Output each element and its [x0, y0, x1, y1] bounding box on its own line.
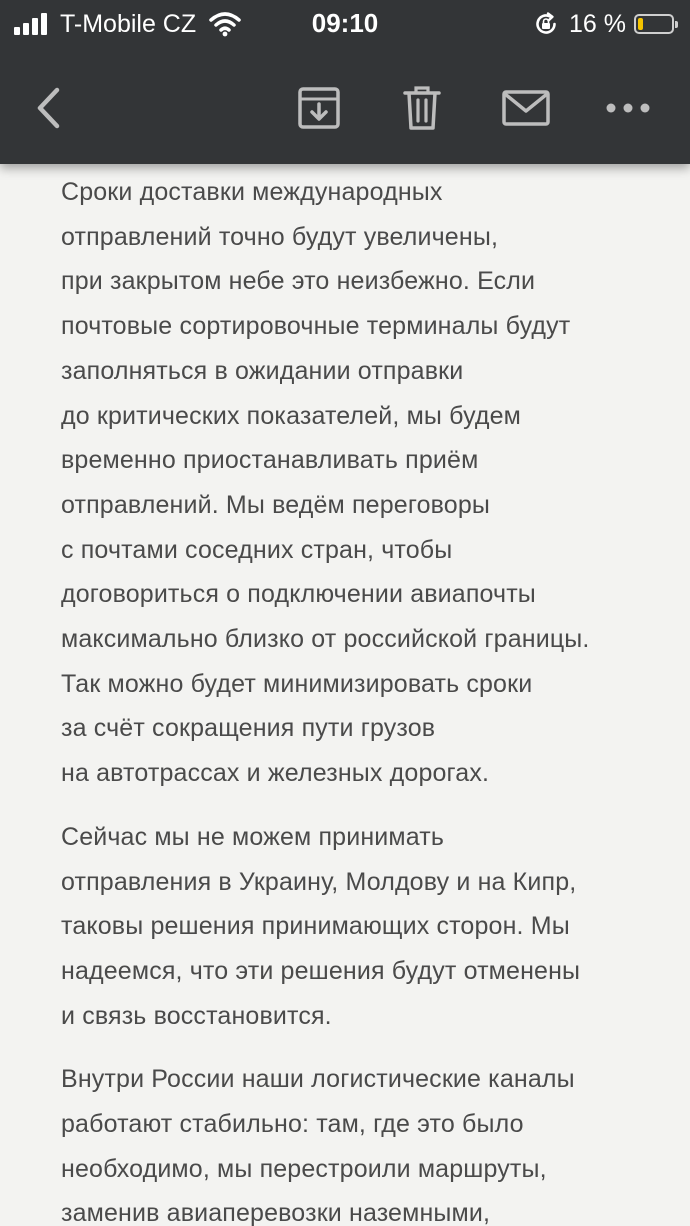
- paragraph: [61, 1057, 661, 1226]
- text-line: временно приостанавливать приём: [61, 446, 479, 475]
- battery-level: [638, 18, 643, 30]
- mail-toolbar: [0, 60, 690, 160]
- text-line: необходимо, мы перестроили маршруты,: [61, 1154, 547, 1183]
- text-line: с почтами соседних стран, чтобы: [61, 535, 453, 564]
- text-line: Внутри России наши логистические каналы: [61, 1065, 575, 1094]
- text-line: Так можно будет минимизировать сроки: [61, 669, 533, 698]
- top-bar: [0, 0, 690, 164]
- text-line: максимально близко от российской границы.: [61, 625, 590, 654]
- text-line: отправлений. Мы ведём переговоры: [61, 490, 490, 519]
- more-button[interactable]: [598, 78, 658, 138]
- archive-button[interactable]: [289, 78, 349, 138]
- archive-box-icon: [296, 85, 342, 131]
- more-dots-icon: [605, 101, 651, 115]
- text-line: до критических показателей, мы будем: [61, 401, 522, 430]
- reply-button[interactable]: [496, 78, 556, 138]
- text-line: таковы решения принимающих сторон. Мы: [61, 912, 570, 941]
- envelope-icon: [501, 88, 551, 128]
- status-right: [533, 8, 674, 40]
- delete-button[interactable]: [392, 78, 452, 138]
- battery-percent: 16 %: [569, 9, 626, 38]
- status-time: 09:10: [311, 8, 379, 38]
- text-line: надеемся, что эти решения будут отменены: [61, 956, 581, 985]
- paragraph: [61, 170, 661, 796]
- text-line: заполняться в ожидании отправки: [61, 356, 464, 385]
- rotation-lock-icon: [533, 11, 559, 37]
- text-line: Сроки доставки международных: [61, 178, 443, 206]
- chevron-left-icon: [30, 84, 70, 132]
- carrier-name: T-Mobile CZ: [60, 9, 197, 38]
- back-button[interactable]: [20, 78, 80, 138]
- text-line: на автотрассах и железных дорогах.: [61, 759, 490, 788]
- text-line: работают стабильно: там, где это было: [61, 1110, 524, 1139]
- text-line: отправлений точно будут увеличены,: [61, 222, 499, 251]
- text-line: почтовые сортировочные терминалы будут: [61, 312, 571, 341]
- text-line: отправления в Украину, Молдову и на Кипр,: [61, 867, 577, 896]
- text-line: за счёт сокращения пути грузов: [61, 714, 436, 743]
- text-line: договориться о подключении авиапочты: [61, 580, 536, 609]
- text-line: при закрытом небе это неизбежно. Если: [61, 267, 536, 296]
- text-line: и связь восстановится.: [61, 1001, 332, 1030]
- text-line: заменив авиаперевозки наземными,: [61, 1199, 491, 1226]
- trash-icon: [402, 84, 442, 132]
- paragraph: [61, 815, 661, 1039]
- text-line: Сейчас мы не можем принимать: [61, 822, 445, 851]
- status-bar: [0, 0, 690, 50]
- message-body: [61, 170, 661, 1226]
- battery-icon: [634, 14, 674, 34]
